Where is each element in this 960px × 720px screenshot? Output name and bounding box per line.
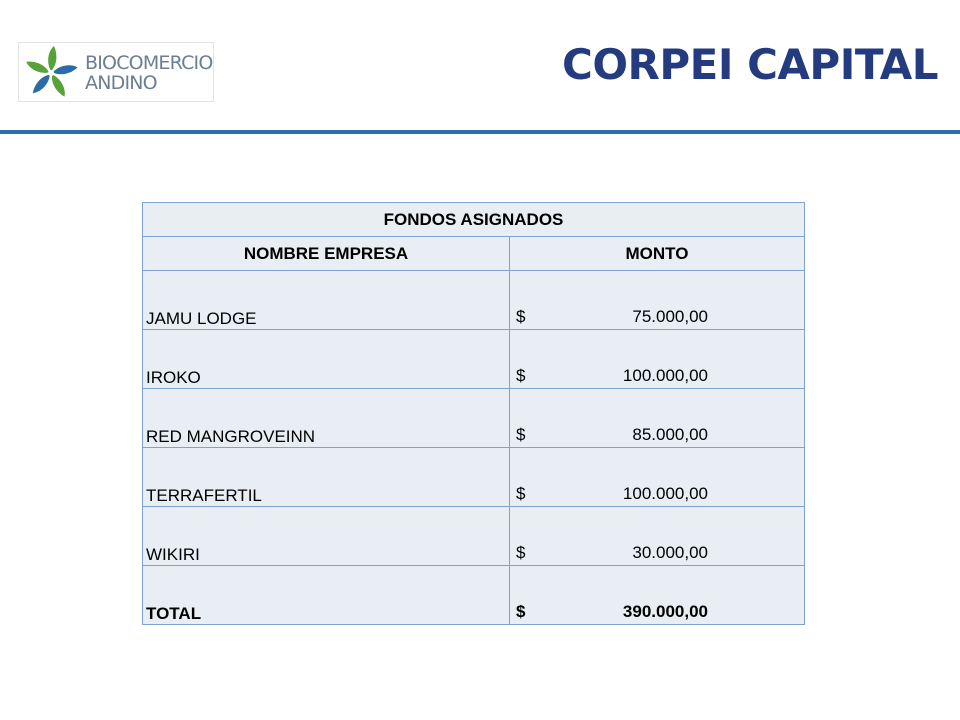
currency-symbol: $ [516,307,526,326]
amount-value: 100.000,00 [622,484,708,503]
currency-symbol: $ [516,484,526,503]
total-label: TOTAL [143,566,510,625]
currency-symbol: $ [516,425,526,444]
logo-wordmark [85,53,213,93]
table-row [143,389,805,448]
currency-symbol: $ [516,543,526,562]
header-divider [0,130,960,134]
amount-cell [510,507,805,566]
funds-table [142,202,805,625]
biocomercio-logo [18,42,214,102]
table-row [143,330,805,389]
column-header-amount: MONTO [510,237,805,271]
page-title: CORPEI CAPITAL [562,40,938,89]
amount-value: 30.000,00 [632,543,708,562]
amount-value: 75.000,00 [632,307,708,326]
amount-value: 85.000,00 [632,425,708,444]
total-amount-value: 390.000,00 [622,602,708,621]
amount-cell [510,389,805,448]
amount-cell [510,448,805,507]
table-header-row [143,237,805,271]
table-row [143,448,805,507]
company-name: IROKO [143,330,510,389]
currency-symbol: $ [516,366,526,385]
company-name: WIKIRI [143,507,510,566]
table-row [143,271,805,330]
biocomercio-leaf-icon [21,44,81,102]
amount-cell [510,330,805,389]
table-caption: FONDOS ASIGNADOS [143,203,805,237]
amount-cell [510,271,805,330]
total-amount-cell [510,566,805,625]
currency-symbol: $ [516,602,526,621]
amount-value: 100.000,00 [622,366,708,385]
logo-line-2: ANDINO [85,72,157,94]
logo-line-1: BIOCOMERCIO [85,52,213,74]
table-caption-row [143,203,805,237]
column-header-name: NOMBRE EMPRESA [143,237,510,271]
company-name: RED MANGROVEINN [143,389,510,448]
total-row [143,566,805,625]
company-name: JAMU LODGE [143,271,510,330]
table-row [143,507,805,566]
company-name: TERRAFERTIL [143,448,510,507]
